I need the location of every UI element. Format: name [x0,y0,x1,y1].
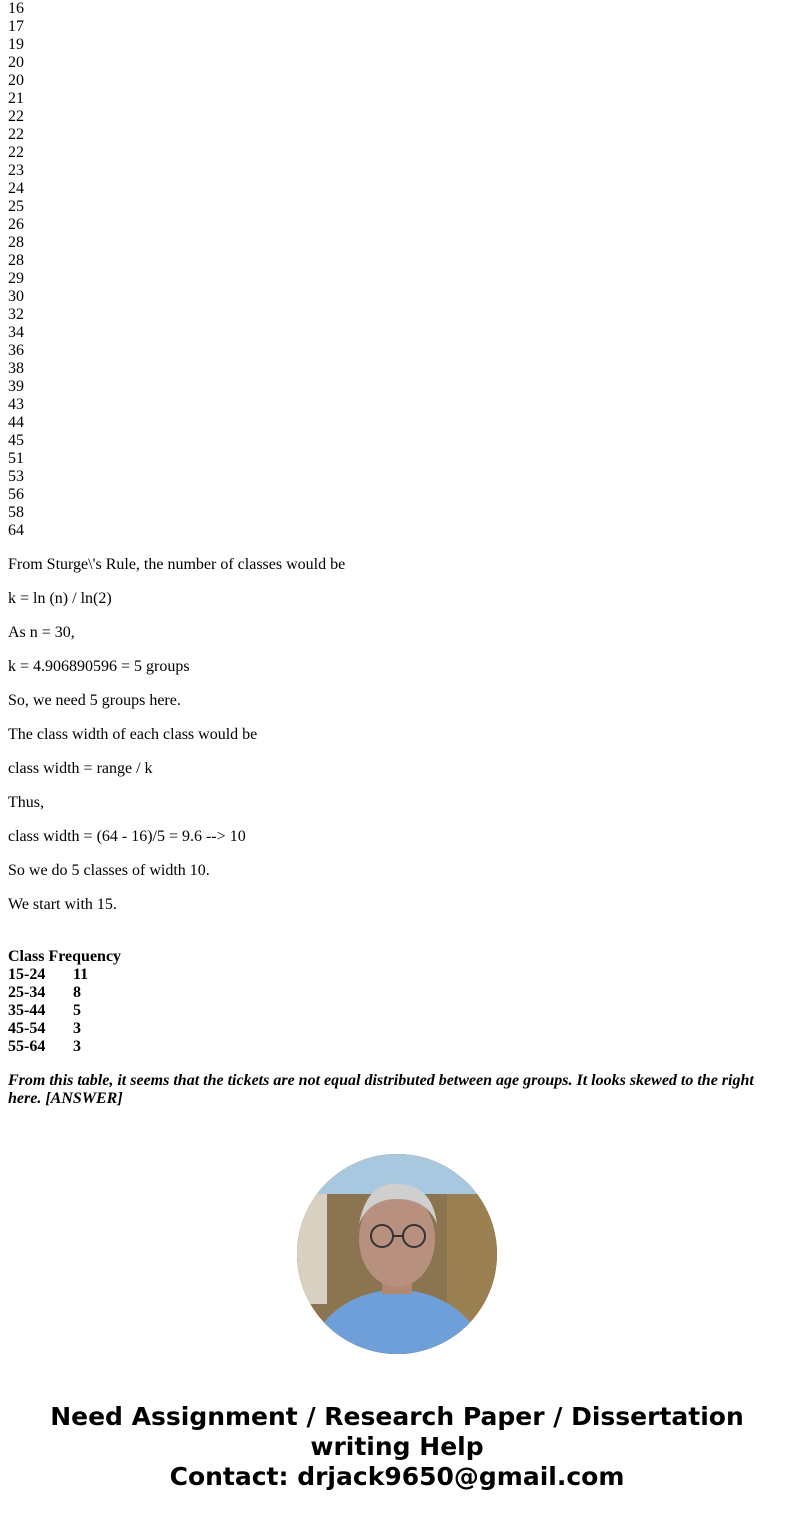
data-value: 22 [8,108,24,125]
table-row [8,966,786,984]
data-value: 43 [8,396,24,413]
class-cell: 45-54 [8,1020,46,1037]
explanation-paragraph: The class width of each class would be [8,726,258,743]
frequency-cell: 8 [73,984,81,1001]
explanation-paragraph: class width = range / k [8,760,153,777]
explanation-paragraph: From Sturge\'s Rule, the number of classes would be [8,556,346,573]
data-value: 30 [8,288,24,305]
explanation-paragraph: class width = (64 - 16)/5 = 9.6 --> 10 [8,828,246,845]
explanation-paragraph: So we do 5 classes of width 10. [8,862,210,879]
table-row [8,984,786,1002]
data-value: 34 [8,324,24,341]
explanation-paragraph: Thus, [8,794,44,811]
data-value: 51 [8,450,24,467]
data-value: 64 [8,522,24,539]
data-value: 58 [8,504,24,521]
data-value: 28 [8,252,24,269]
data-value: 29 [8,270,24,287]
class-cell: 55-64 [8,1038,46,1055]
data-value: 20 [8,72,24,89]
footer-headline: Need Assignment / Research Paper / Dissertation writing Help [50,1402,744,1461]
data-value: 23 [8,162,24,179]
data-value: 25 [8,198,24,215]
data-list [8,0,786,540]
explanation-paragraph: k = 4.906890596 = 5 groups [8,658,190,675]
frequency-cell: 3 [73,1020,81,1037]
data-value: 53 [8,468,24,485]
data-value: 39 [8,378,24,395]
data-value: 26 [8,216,24,233]
data-value: 38 [8,360,24,377]
explanation-paragraph: As n = 30, [8,624,75,641]
table-header: Class Frequency [8,948,122,965]
data-value: 56 [8,486,24,503]
data-value: 32 [8,306,24,323]
data-value: 22 [8,144,24,161]
class-cell: 25-34 [8,984,46,1001]
data-value: 45 [8,432,24,449]
author-photo [297,1154,497,1354]
data-value: 19 [8,36,24,53]
data-value: 16 [8,0,24,17]
contact-footer [0,1402,794,1512]
class-cell: 35-44 [8,1002,46,1019]
explanation-paragraph: We start with 15. [8,896,117,913]
data-value: 22 [8,126,24,143]
table-row [8,1002,786,1020]
data-value: 44 [8,414,24,431]
data-value: 17 [8,18,24,35]
frequency-table [8,948,786,1056]
conclusion: From this table, it seems that the tickets are not equal distributed between age groups. It looks skewed to the right here. [ANSWER] [8,1072,754,1107]
explanation [8,556,786,914]
data-value: 24 [8,180,24,197]
frequency-cell: 3 [73,1038,81,1055]
table-row [8,1020,786,1038]
data-value: 28 [8,234,24,251]
data-value: 21 [8,90,24,107]
frequency-cell: 11 [73,966,89,983]
table-row [8,1038,786,1056]
class-cell: 15-24 [8,966,46,983]
explanation-paragraph: So, we need 5 groups here. [8,692,181,709]
footer-contact: Contact: drjack9650@gmail.com [169,1462,625,1491]
explanation-paragraph: k = ln (n) / ln(2) [8,590,112,607]
frequency-cell: 5 [73,1002,81,1019]
data-value: 20 [8,54,24,71]
data-value: 36 [8,342,24,359]
